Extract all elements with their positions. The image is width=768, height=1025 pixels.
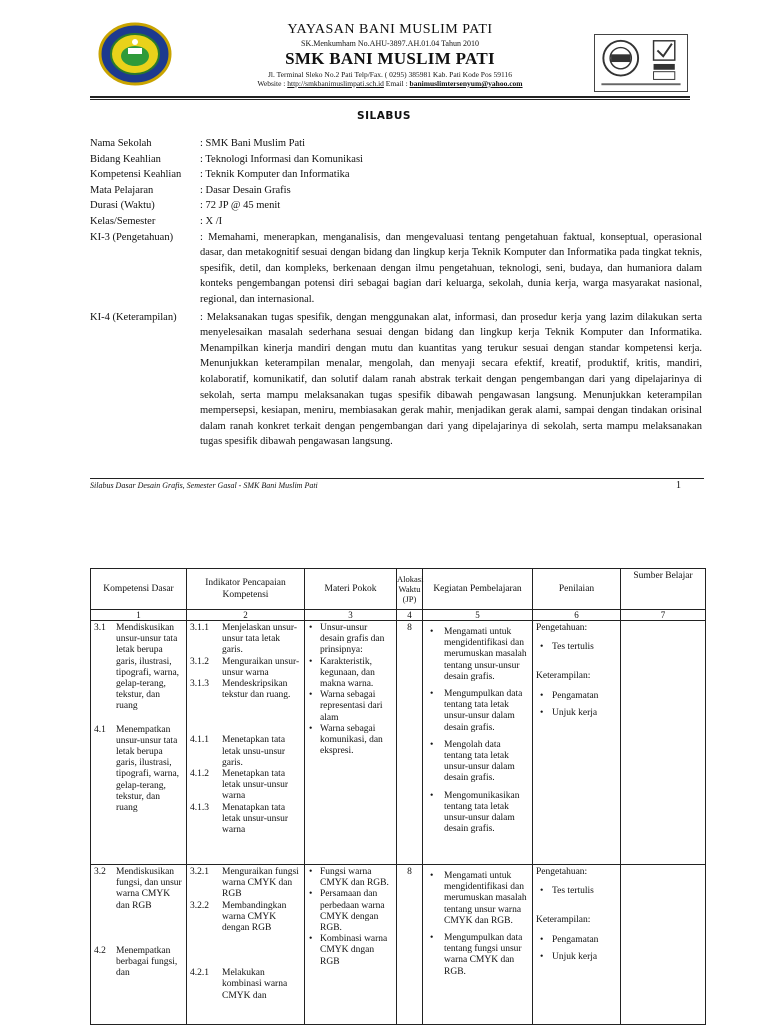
list-item: • Kombinasi warna CMYK dngan RGB	[309, 934, 388, 967]
list-item: • Persamaan dan perbedaan warna CMYK dengan RGB.	[309, 889, 385, 934]
foundation-name: YAYASAN BANI MUSLIM PATI	[287, 22, 493, 37]
certification-logo-icon	[594, 34, 688, 92]
page-title: SILABUS	[357, 110, 411, 122]
header-materi: Materi Pokok	[305, 569, 397, 610]
syllabus-table	[90, 568, 705, 1025]
alokasi-cell: 8	[397, 865, 423, 1025]
letterhead-text	[200, 22, 580, 88]
footer-rule	[90, 478, 704, 479]
header-kompetensi-dasar: Kompetensi Dasar	[91, 569, 187, 610]
penilaian-cell: Pengetahuan: • Tes tertulis Keterampilan: • Pengamatan • Unjuk kerja	[533, 865, 621, 1025]
contact-line: Website : http://smkbanimuslimpati.sch.id Email : banimuslimtersenyum@yahoo.com	[257, 79, 523, 88]
letterhead-rule	[90, 96, 690, 98]
list-item: • Fungsi warna CMYK dan RGB.	[309, 867, 389, 889]
list-item: • Mengolah data tentang tata letak unsur-unsur dalam desain grafis.	[430, 739, 515, 784]
kd-item: 3.1 Mendiskusikan unsur-unsur tata letak berupa garis, ilustrasi, tipografi, warna, gelap-terang, tekstur, dan ruang	[94, 623, 180, 712]
table-row	[91, 865, 706, 1025]
table-header-row	[91, 569, 706, 610]
materi-cell	[305, 621, 397, 865]
indicator-cell	[187, 621, 305, 865]
kd-cell	[91, 865, 187, 1025]
list-item: • Karakteristik, kegunaan, dan makna warna.	[309, 656, 375, 690]
indicator-item: 4.2.1 Melakukan kombinasi warna CMYK dan	[190, 968, 288, 1001]
column-number-row: 1 2 3 4 5 6 7	[91, 610, 706, 621]
kd-cell	[91, 621, 187, 865]
syllabus-info	[90, 136, 702, 450]
decree-number: SK.Menkumham No.AHU-3897.AH.01.04 Tahun 2010	[301, 39, 479, 48]
kd-item: 3.2 Mendiskusikan fungsi, dan unsur warna CMYK dan RGB	[94, 867, 182, 911]
indicator-item: 4.1.2 Menetapkan tata letak unsur-unsur warna	[190, 769, 289, 802]
list-item: • Mengomunikasikan tentang tata letak unsur-unsur dalam desain grafis.	[430, 790, 520, 835]
materi-cell	[305, 865, 397, 1025]
page-number: 1	[676, 480, 681, 491]
kd-item: 4.2 Menempatkan berbagai fungsi, dan	[94, 945, 178, 979]
list-item: • Mengamati untuk mengidentifikasi dan merumuskan masalah tentang unsur-unsur desain grafis.	[430, 627, 527, 682]
indicator-cell	[187, 865, 305, 1025]
indicator-item: 3.1.2 Menguraikan unsur-unsur warna	[190, 656, 300, 678]
list-item: • Warna sebagai komunikasi, dan ekspresi.	[309, 723, 383, 757]
indicator-item: 3.2.1 Menguraikan fungsi warna CMYK dan RGB	[190, 867, 299, 900]
sumber-cell	[621, 865, 706, 1025]
indicator-item: 4.1.3 Menatapkan tata letak unsur-unsur warna	[190, 802, 289, 836]
list-item: • Unsur-unsur desain grafis dan prinsipnya:	[309, 623, 385, 656]
list-item: • Tes tertulis	[540, 886, 594, 897]
penilaian-cell: Pengetahuan: • Tes tertulis Keterampilan: • Pengamatan • Unjuk kerja	[533, 621, 621, 865]
info-row: Bidang Keahlian : Teknologi Informasi dan Komunikasi	[90, 153, 363, 165]
list-item: • Unjuk kerja	[540, 707, 598, 718]
table-row	[91, 621, 706, 865]
header-penilaian: Penilaian	[533, 569, 621, 610]
email-link[interactable]: banimuslimtersenyum@yahoo.com	[409, 79, 523, 88]
school-name: SMK BANI MUSLIM PATI	[285, 49, 495, 68]
school-address: Jl. Terminal Sleko No.2 Pati Telp/Fax. ( 0295) 385981 Kab. Pati Kode Pos 59116	[267, 70, 512, 79]
header-sumber: Sumber Belajar	[621, 569, 706, 610]
list-item: • Tes tertulis	[540, 642, 594, 653]
list-item: • Mengumpulkan data tentang tata letak unsur-unsur dalam desain grafis.	[430, 689, 523, 733]
page-footer: Silabus Dasar Desain Grafis, Semester Gasal - SMK Bani Muslim Pati	[90, 481, 318, 490]
info-row: Mata Pelajaran : Dasar Desain Grafis	[90, 184, 291, 196]
list-item: • Pengamatan	[540, 690, 599, 701]
info-row: Nama Sekolah : SMK Bani Muslim Pati	[90, 138, 306, 149]
list-item: • Warna sebagai representasi dari alam	[309, 690, 383, 723]
info-row-ki3: KI-3 (Pengetahuan) : Memahami, menerapkan, menganalisis, dan mengevaluasi tentang pengetahuan faktual, konseptual, operasional dasar, dan metakognitif sesuai dengan bidang dan lingkup kerja Teknik Komputer dan Informatika pada tingkat teknis, spesifik, detil, dan kompleks, berkenaan dengan ilmu pengetahuan, teknologi, seni, budaya, dan humaniora dalam konteks pengembangan potensi diri sebagai bagian dari keluarga, sekolah, dunia kerja, warga masyarakat nasional, regional, dan internasional.	[90, 231, 702, 305]
header-indikator: Indikator Pencapaian Kompetensi	[187, 569, 305, 610]
kegiatan-cell	[423, 865, 533, 1025]
info-row: Kompetensi Keahlian : Teknik Komputer dan Informatika	[90, 169, 350, 181]
indicator-item: 3.1.3 Mendeskripsikan tekstur dan ruang.	[190, 679, 291, 701]
indicator-item: 4.1.1 Menetapkan tata letak unsu-unsur garis.	[190, 735, 286, 768]
kegiatan-cell	[423, 621, 533, 865]
info-row-ki4: KI-4 (Keterampilan) : Melaksanakan tugas spesifik, dengan menggunakan alat, informasi, dan prosedur kerja yang lazim dilakukan serta menyelesaikan masalah sederhana sesuai dengan bidang dan lingkup kerja Teknik Komputer dan Informatika. Menampilkan kinerja mandiri dengan mutu dan kuantitas yang terukur sesuai dengan standar kompetensi kerja. Menunjukkan keterampilan menalar, mengolah, dan menyaji secara efektif, kreatif, produktif, kritis, mandiri, kolaboratif, komunikatif, dan solutif dalam ranah abstrak terkait dengan pengembangan dari yang dipelajarinya di sekolah, serta mampu melaksanakan tugas spesifik dibawah pengawasan langsung. Menunjukkan keterampilan mempersepsi, kesiapan, meniru, membiasakan gerak mahir, menjadikan gerak alami, sampai dengan tindakan orisinal dalam ranah konkret terkait dengan pengembangan dari yang dipelajarinya di sekolah, serta mampu melaksanakan tugas spesifik dibawah pengawasan langsung.	[90, 311, 702, 448]
website-link[interactable]: http://smkbanimuslimpati.sch.id	[287, 79, 384, 88]
alokasi-cell: 8	[397, 621, 423, 865]
header-kegiatan: Kegiatan Pembelajaran	[423, 569, 533, 610]
header-alokasi: Alokasi Waktu (JP)	[397, 569, 423, 610]
letterhead	[0, 0, 768, 100]
list-item: • Unjuk kerja	[540, 951, 598, 962]
list-item: • Mengamati untuk mengidentifikasi dan merumuskan masalah tentang unsur warna CMYK dan RGB.	[430, 871, 527, 926]
indicator-item: 3.1.1 Menjelaskan unsur-unsur tata letak garis.	[190, 623, 297, 656]
indicator-item: 3.2.2 Membandingkan warna CMYK dengan RGB	[190, 900, 287, 934]
list-item: • Mengumpulkan data tentang fungsi unsur warna CMYK dan RGB.	[430, 933, 523, 977]
letterhead-rule-thin	[90, 99, 690, 100]
school-logo-icon	[98, 22, 172, 86]
info-row: Kelas/Semester : X /I	[90, 215, 223, 227]
info-row: Durasi (Waktu) : 72 JP @ 45 menit	[90, 200, 281, 212]
kd-item: 4.1 Menempatkan unsur-unsur tata letak berupa garis, ilustrasi, tipografi, warna, gelap-terang, tekstur, dan ruang	[94, 724, 180, 814]
list-item: • Pengamatan	[540, 934, 599, 945]
sumber-cell	[621, 621, 706, 865]
